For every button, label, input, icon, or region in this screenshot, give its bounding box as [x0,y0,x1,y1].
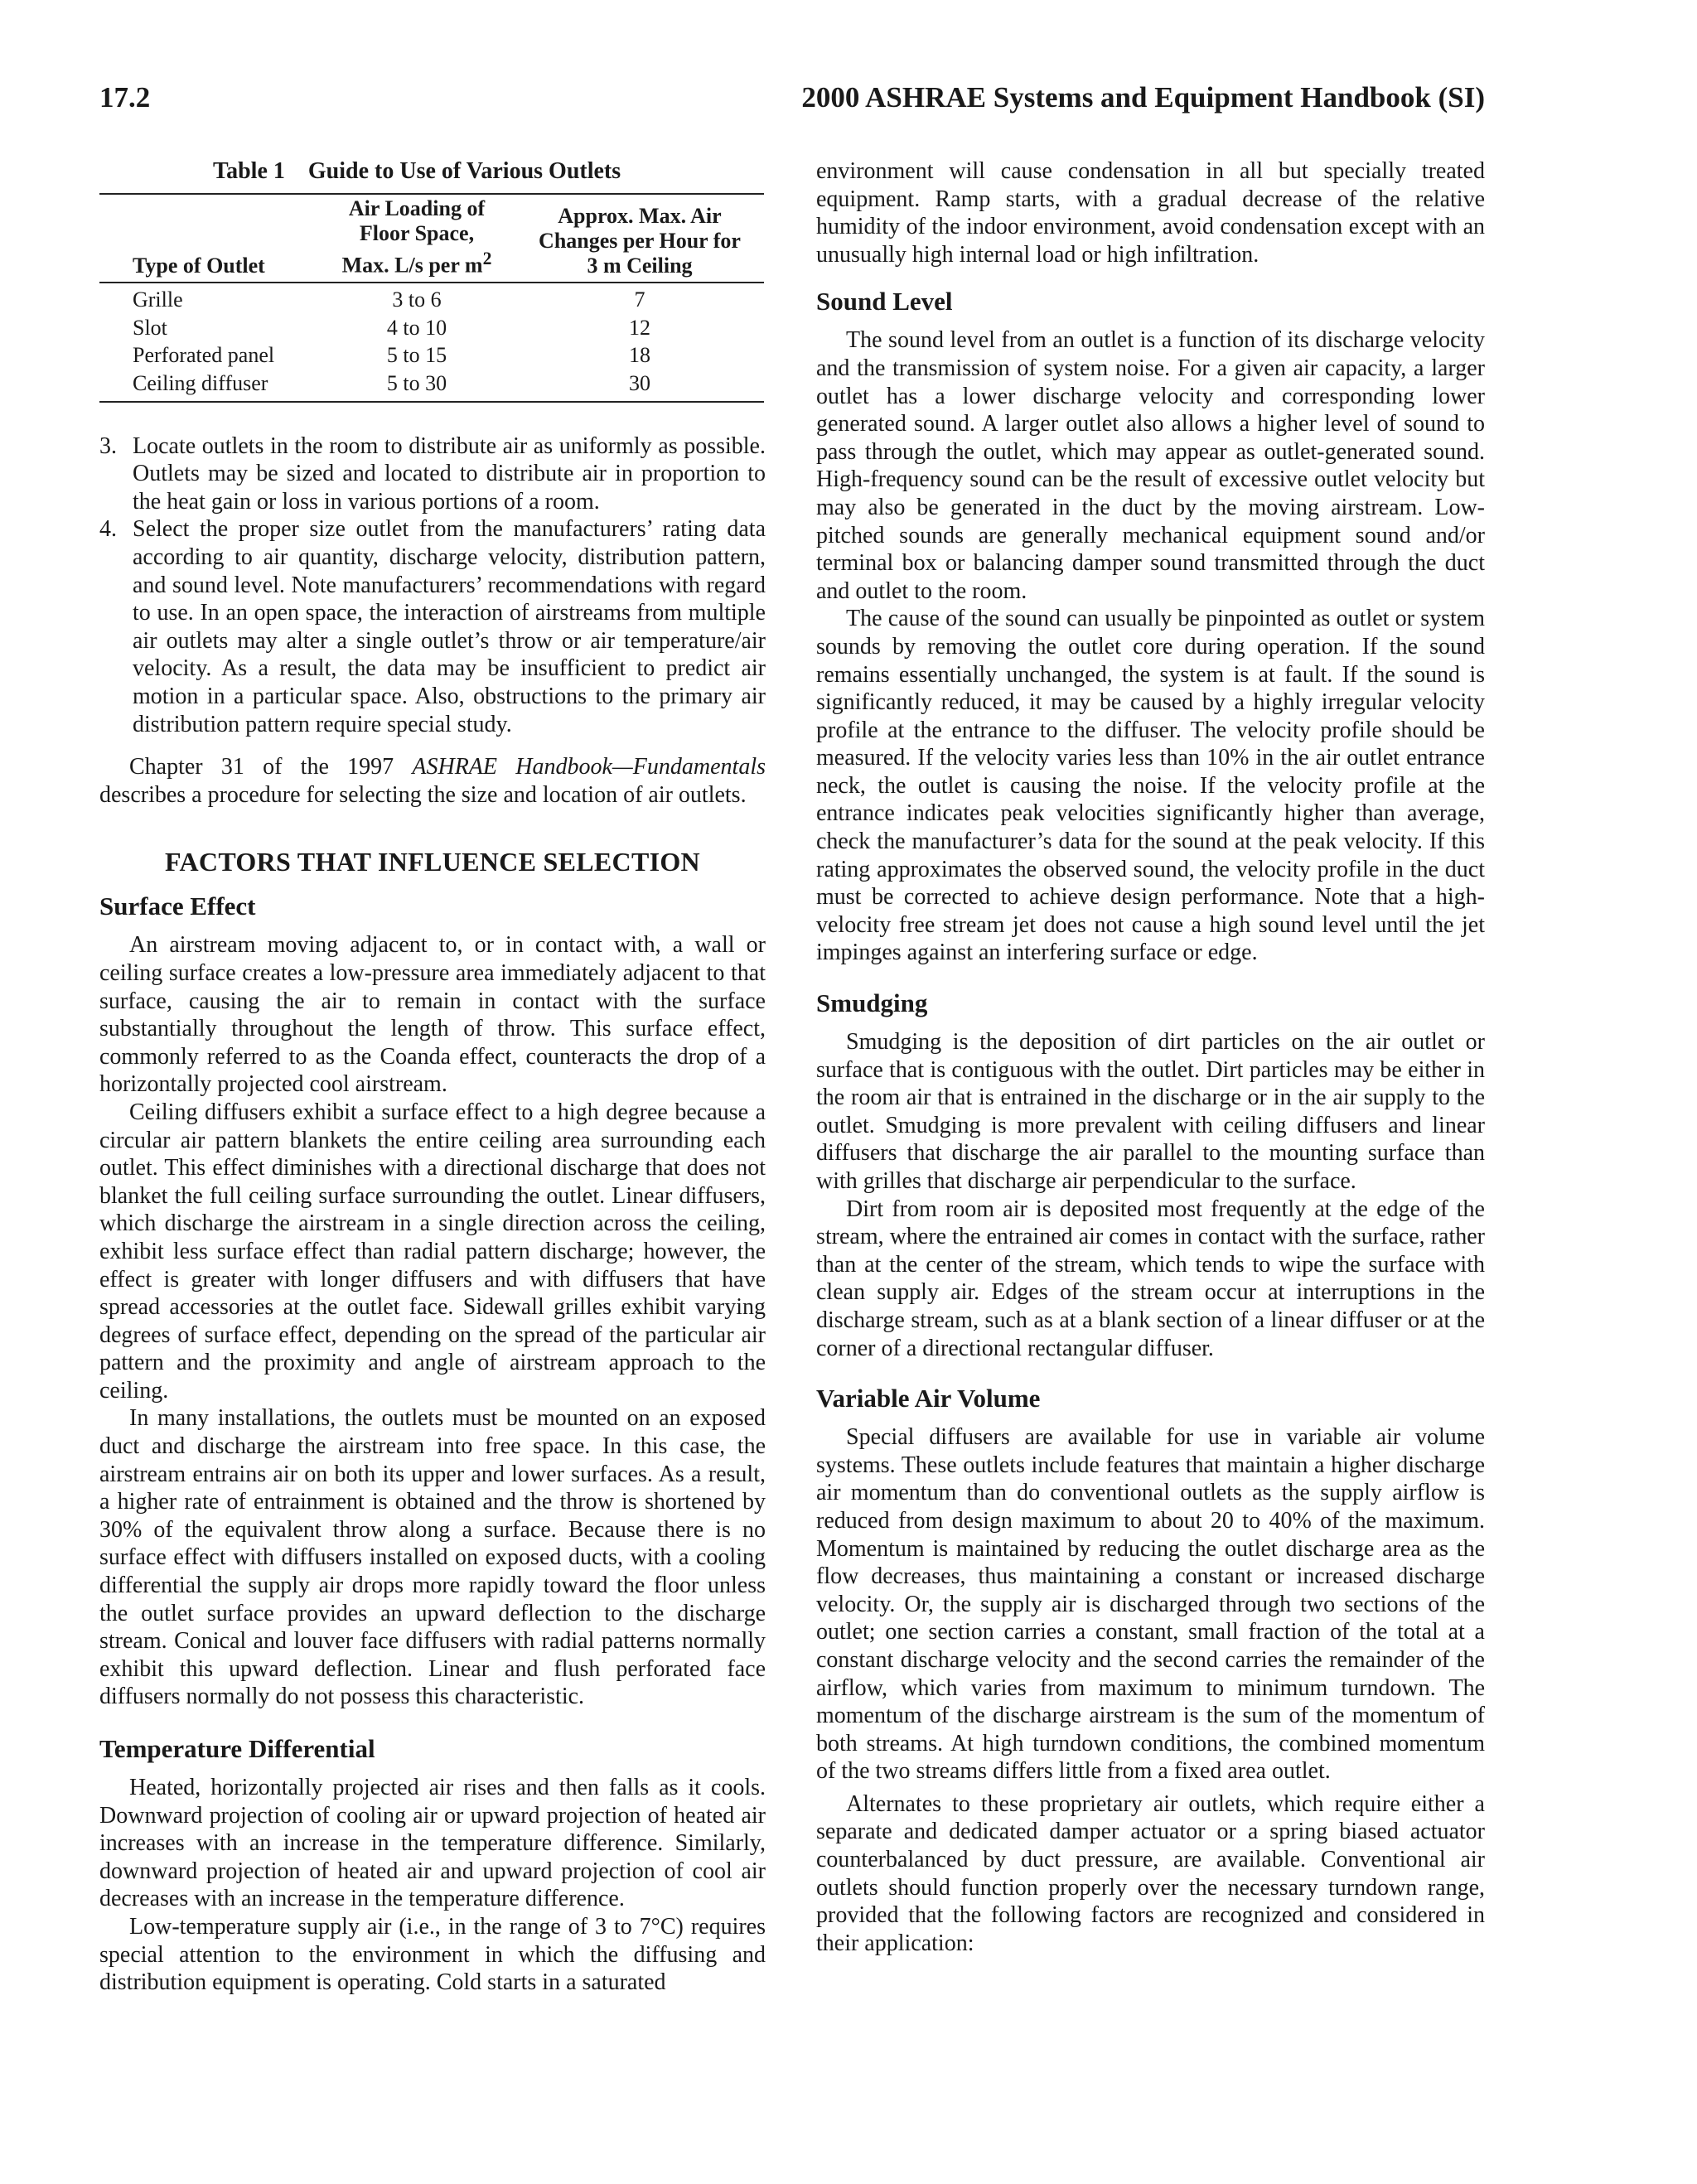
col-header-loading: Air Loading of Floor Space, Max. L/s per $m^2$ [318,194,515,283]
table-row [99,370,764,402]
step-text: Select the proper size outlet from the manufacturers’ rating data according to air quantity, discharge velocity, distribution pattern, and sound level. Note manufacturers’ recommendations with regard to use. In an open space, the interaction of airstreams from multiple air outlets may alter a single outlet’s throw or air temperature/air velocity. As a result, the data may be insufficient to predict air motion in a particular space. Also, obstructions to the primary air distribution pattern require special study. [133,516,766,737]
chapter-reference: Chapter 31 of the 1997 ASHRAE Handbook—Fundamentals describes a procedure for selecting the size and location of air outlets. [99,754,766,808]
book-title: 2000 ASHRAE Systems and Equipment Handbook (SI) [801,81,1485,114]
paragraph: In many installations, the outlets must be mounted on an exposed duct and discharge the airstream into free space. In this case, the airstream entrains air on both its upper and lower surfaces. As a result, a higher rate of entrainment is obtained and the throw is shortened by 30% of the equivalent throw along a surface. Because there is no surface effect with diffusers installed on exposed ducts, with a cooling differential the supply air drops more rapidly toward the floor unless the outlet surface provides an upward deflection to the discharge stream. Conical and louver face diffusers with radial patterns normally exhibit this upward deflection. Linear and flush perforated face diffusers normally do not possess this characteristic. [99,1405,766,1710]
cell-type: Perforated panel [133,343,275,368]
table-caption: Guide to Use of Various Outlets [307,158,621,184]
cell-changes: 18 [629,343,650,368]
right-column [816,157,1485,1957]
page-number: 17.2 [99,81,151,114]
cell-loading: 4 to 10 [386,315,447,340]
paragraph: An airstream moving adjacent to, or in contact with, a wall or ceiling surface creates a low-pressure area immediately adjacent to that surface, causing the air to remain in contact with the surface substantially throughout the length of throw. This surface effect, commonly referred to as the Coanda effect, counteracts the drop of a horizontally projected cool airstream. [99,932,766,1098]
cell-loading: 3 to 6 [392,287,442,312]
col-header-changes: Approx. Max. Air Changes per Hour for 3 m Ceiling [515,194,764,283]
paragraph-continuation: environment will cause condensation in all but specially treated equipment. Ramp starts, with a gradual decrease of the relative humidity of the indoor environment, avoid condensation except with an unusually high internal load or high infiltration. [816,158,1485,268]
paragraph: Heated, horizontally projected air rises and then falls as it cools. Downward projection of cooling air or upward projection of heated air increases with an increase in the temperature difference. Similarly, downward projection of heated air and upward projection of cool air decreases with an increase in the temperature difference. [99,1775,766,1912]
heading-temperature-differential: Temperature Differential [99,1734,375,1763]
heading-variable-air-volume: Variable Air Volume [816,1384,1041,1413]
paragraph: Alternates to these proprietary air outlets, which require either a separate and dedicated damper actuator or a spring biased actuator counterbalanced by duct pressure, are available. Conventional air outlets should function properly over the necessary turndown range, provided that the following factors are recognized and considered in their application: [816,1790,1485,1956]
left-column [99,157,766,1997]
heading-sound-level: Sound Level [816,287,953,316]
col-header-type: Type of Outlet [99,194,318,283]
cell-loading: 5 to 15 [386,343,447,368]
list-item [99,515,766,738]
step-text: Locate outlets in the room to distribute air as uniformly as possible. Outlets may be sized and located to distribute air in proportion to the heat gain or loss in various portions of a room. [133,432,766,515]
step-number: 3. [99,432,117,459]
cell-loading: 5 to 30 [318,370,515,402]
paragraph: Dirt from room air is deposited most frequently at the edge of the stream, where the entrained air comes in contact with the surface, rather than at the center of the stream, which tends to wipe the surface with clean supply air. Edges of the stream occur at interruptions in the discharge stream, such as at a blank section of a linear diffuser or at the corner of a directional rectangular diffuser. [816,1196,1485,1361]
cell-type: Ceiling diffuser [99,370,318,402]
cell-type: Grille [133,287,183,312]
procedure-steps [99,432,766,739]
table-title [213,157,766,185]
outlet-guide-table [99,193,764,403]
paragraph: The cause of the sound can usually be pinpointed as outlet or system sounds by removing the outlet core during operation. If the sound remains essentially unchanged, the system is at fault. If the sound is significantly reduced, it may be caused by a highly irregular velocity profile at the entrance to the diffuser. The velocity profile should be measured. If the velocity varies less than 10% in the air outlet entrance neck, the outlet is causing the noise. If the velocity profile at the entrance indicates peak velocities significantly higher than average, check the manufacturer’s data for the sound at the peak velocity. If this rating approximates the observed sound, the velocity profile in the duct must be corrected to achieve design performance. Note that a high-velocity free stream jet does not cause a high sound level until the jet impinges against an interfering surface or edge. [816,606,1485,966]
section-title: FACTORS THAT INFLUENCE SELECTION [165,847,700,877]
cell-changes: 7 [634,287,645,312]
paragraph: The sound level from an outlet is a function of its discharge velocity and the transmission of system noise. For a given air capacity, a larger outlet has a lower discharge velocity and corresponding lower generated sound. A larger outlet also allows a higher level of sound to pass through the outlet, which may appear as outlet-generated sound. High-frequency sound can be the result of excessive outlet velocity but may also be generated in the duct by the moving airstream. Low-pitched sounds are generally mechanical equipment sound and/or terminal box or balancing damper sound transmitted through the duct and outlet to the room. [816,327,1485,604]
page-header [99,81,1485,123]
table-row [99,314,764,342]
paragraph: Ceiling diffusers exhibit a surface effect to a high degree because a circular air pattern blankets the entire ceiling area surrounding each outlet. This effect diminishes with a directional discharge that does not blanket the full ceiling surface surrounding the outlet. Linear diffusers, which discharge the airstream in a single direction across the ceiling, exhibit less surface effect than radial pattern discharge; however, the effect is greater with longer diffusers and with diffusers that have spread accessories at the outlet face. Sidewall grilles exhibit varying degrees of surface effect, depending on the spread of the particular air pattern and the proximity and angle of airstream approach to the ceiling. [99,1099,766,1404]
table-label: Table 1 [213,158,285,184]
paragraph: Smudging is the deposition of dirt particles on the air outlet or surface that is contiguous with the outlet. Dirt particles may be either in the room air that is entrained in the discharge or in the air supply to the outlet. Smudging is more prevalent with ceiling diffusers and linear diffusers that discharge the air parallel to the mounting surface than with grilles that discharge air perpendicular to the surface. [816,1029,1485,1194]
list-item [99,432,766,516]
step-number: 4. [99,516,117,543]
table-row [99,342,764,370]
cell-changes: 30 [515,370,764,402]
table-row [99,283,764,315]
heading-surface-effect: Surface Effect [99,891,256,921]
paragraph: Special diffusers are available for use in variable air volume systems. These outlets include features that maintain a higher discharge air momentum than do conventional outlets as the supply airflow is reduced from design maximum to about 20 to 40% of the maximum. Momentum is maintained by reducing the outlet discharge area as the flow decreases, thus maintaining a constant or increased discharge velocity. Or, the supply air is discharged through two sections of the outlet; one section carries a constant, small fraction of the total at a constant discharge velocity and the second carries the remainder of the airflow, which varies from maximum to minimum turndown. The momentum of the discharge airstream is the sum of the momentum of both streams. At high turndown conditions, the combined momentum of the two streams differs little from a fixed area outlet. [816,1424,1485,1785]
cell-type: Slot [133,315,167,340]
cell-changes: 12 [629,315,650,340]
paragraph: Low-temperature supply air (i.e., in the range of 3 to 7°C) requires special attention to the environment in which the diffusing and distribution equipment is operating. Cold starts in a saturated [99,1913,766,1996]
heading-smudging: Smudging [816,988,928,1018]
